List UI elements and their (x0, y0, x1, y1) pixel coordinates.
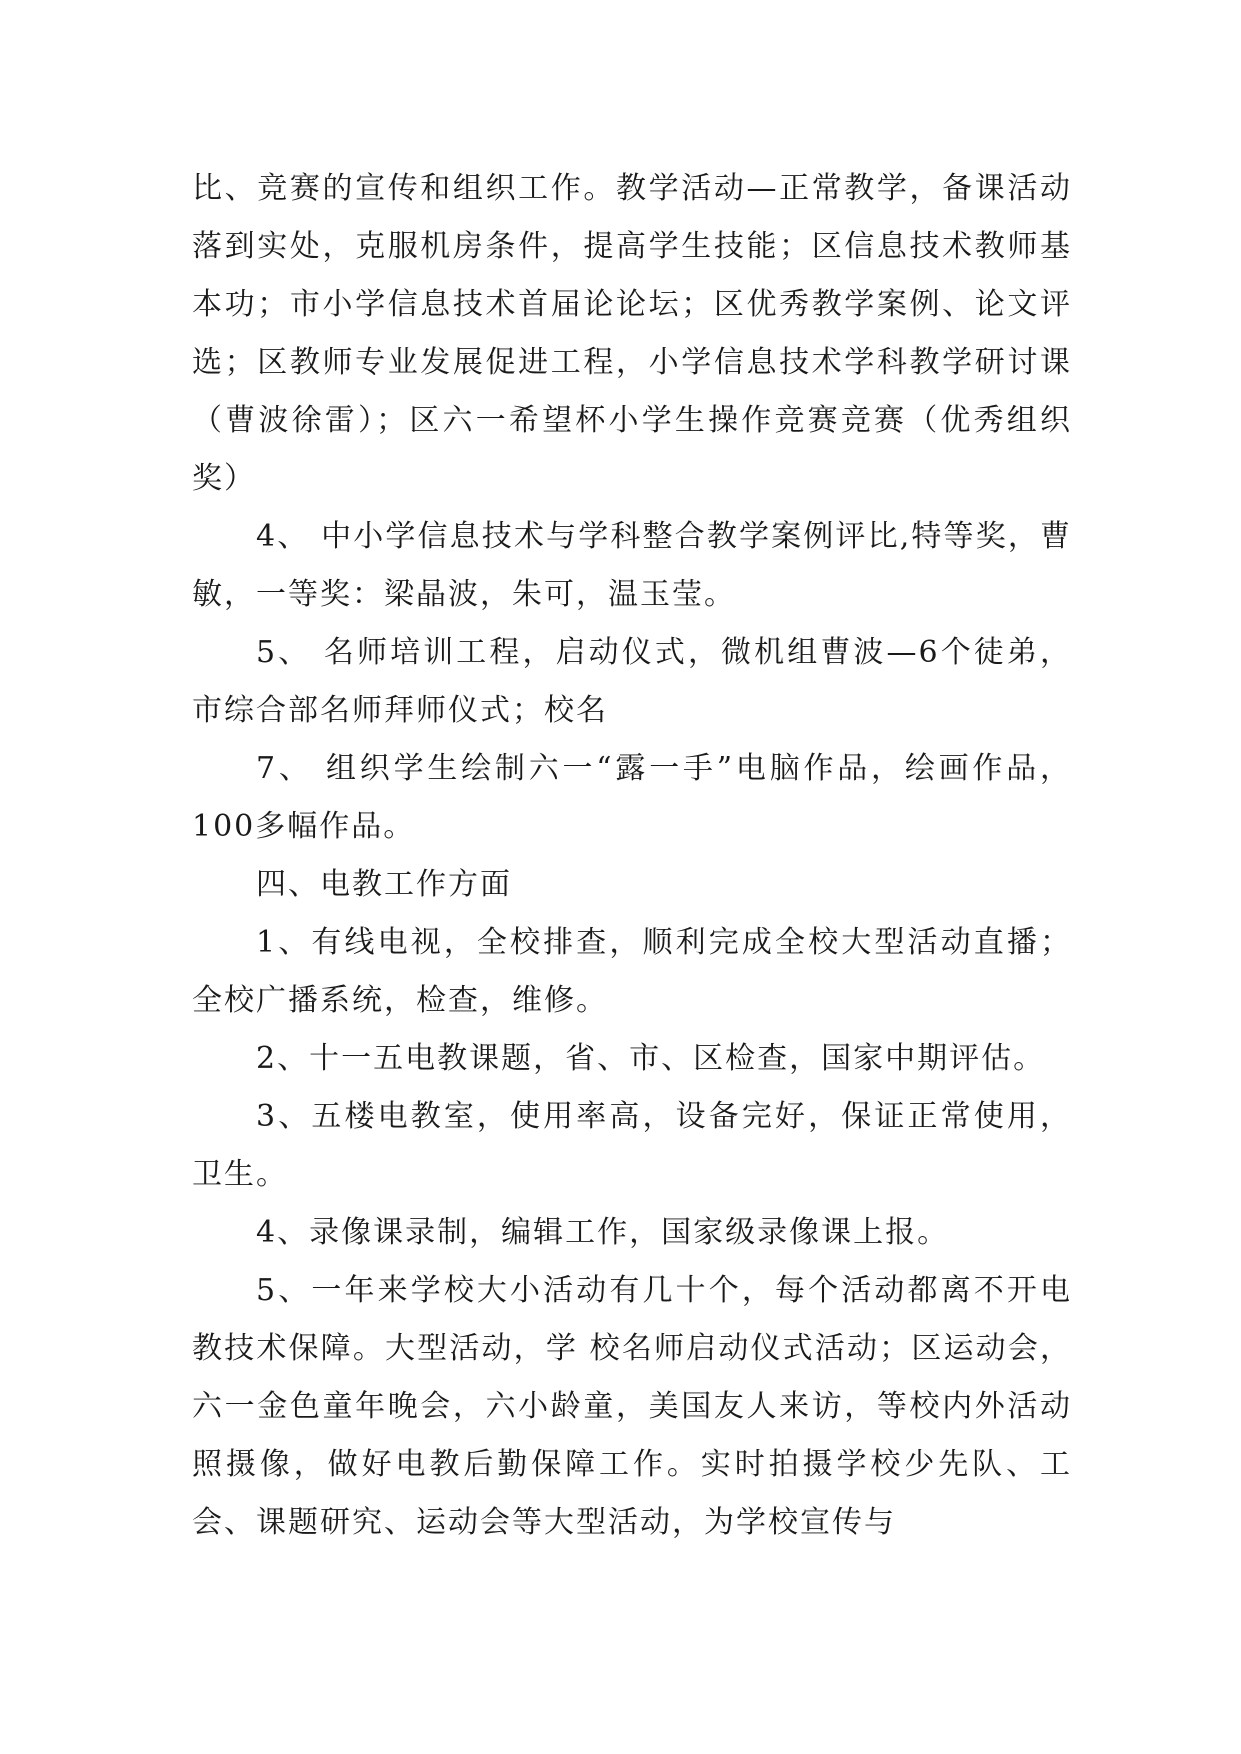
section-heading-av-work: 四、电教工作方面 (256, 867, 512, 902)
paragraph-av-item-5: 5、一年来学校大小活动有几十个，每个活动都离不开电教技术保障。大型活动，学 校名师启动仪式活动；区运动会，六一金色童年晚会，六小龄童，美国友人来访，等校内外活动照摄像，做好电教后勤保障工作。实时拍摄学校少先队、工会、课题研究、运动会等大型活动，为学校宣传与 (192, 1273, 1072, 1540)
document-body (192, 160, 1072, 1552)
paragraph-av-item-1: 1、有线电视，全校排查，顺利完成全校大型活动直播；全校广播系统，检查，维修。 (192, 925, 1072, 1018)
paragraph-av-item-3: 3、五楼电教室，使用率高，设备完好，保证正常使用，卫生。 (192, 1099, 1072, 1192)
paragraph-item-7-student-artwork: 7、 组织学生绘制六一“露一手”电脑作品，绘画作品，100多幅作品。 (192, 751, 1072, 844)
paragraph-continuation: 比、竞赛的宣传和组织工作。教学活动—正常教学，备课活动落到实处，克服机房条件，提高学生技能；区信息技术教师基本功；市小学信息技术首届论论坛；区优秀教学案例、论文评选；区教师专业发展促进工程，小学信息技术学科教学研讨课（曹波徐雷）；区六一希望杯小学生操作竞赛竞赛（优秀组织奖） (192, 171, 1072, 496)
paragraph-av-item-2: 2、十一五电教课题，省、市、区检查，国家中期评估。 (256, 1041, 1046, 1076)
paragraph-av-item-4: 4、录像课录制，编辑工作，国家级录像课上报。 (256, 1215, 950, 1250)
paragraph-item-4-case-award: 4、 中小学信息技术与学科整合教学案例评比,特等奖，曹敏，一等奖：梁晶波，朱可，温玉莹。 (192, 519, 1072, 612)
paragraph-item-5-teacher-training: 5、 名师培训工程，启动仪式，微机组曹波—6个徒弟，市综合部名师拜师仪式；校名 (192, 635, 1072, 728)
